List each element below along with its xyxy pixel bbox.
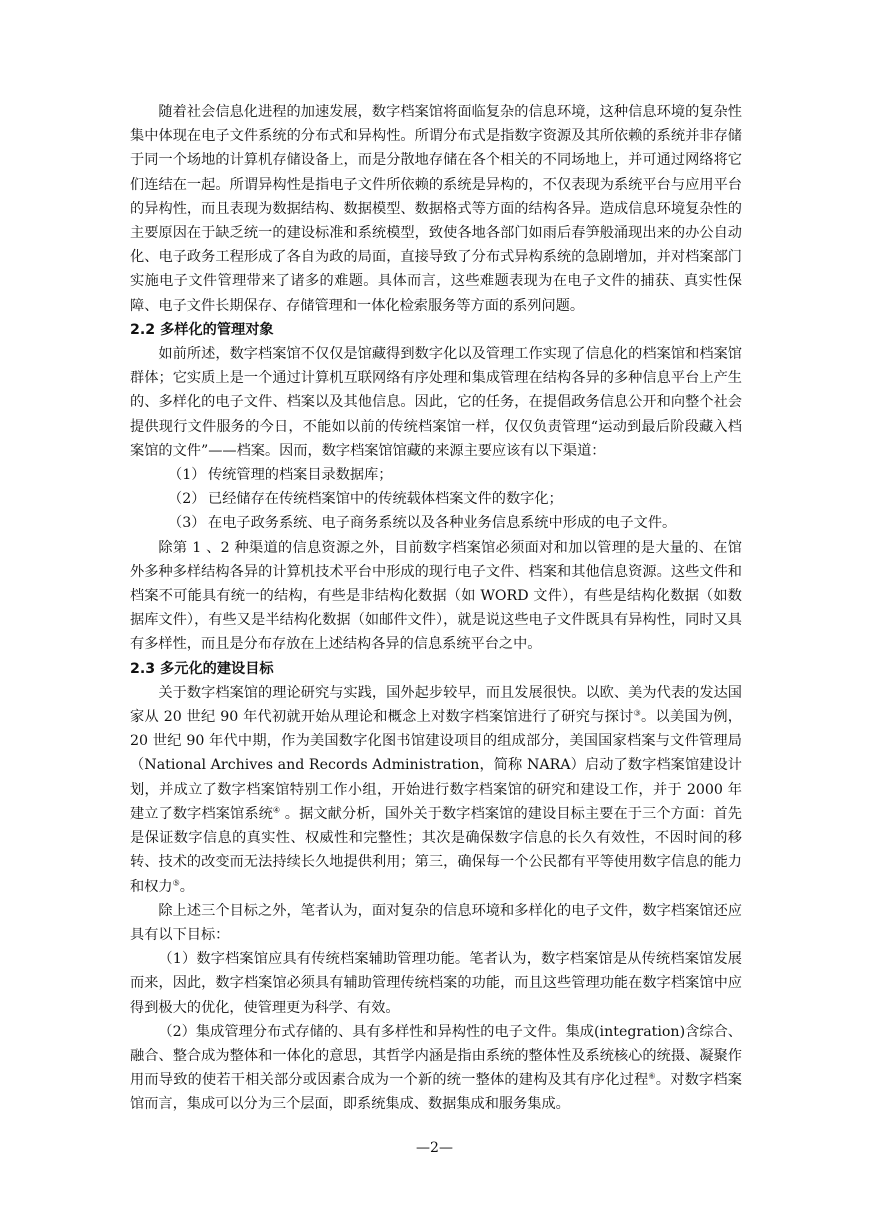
list-item bbox=[130, 487, 742, 511]
list-item-text: 传统管理的档案目录数据库； bbox=[208, 467, 393, 484]
text-segment: （2）集成管理分布式存储的、具有多样性和异构性的电子文件。集成(integration)含综合、融合、整合成为整体和一体化的意思，其哲学内涵是指由系统的整体性及系统核心的统摄、凝聚作用而导致的使若干相关部分或因素合成为一个新的统一整体的建构及其有序化过程 bbox=[130, 1023, 742, 1089]
list-item-number: （2） bbox=[168, 491, 206, 508]
paragraph-intro: 随着社会信息化进程的加速发展，数字档案馆将面临复杂的信息环境，这种信息环境的复杂性集中体现在电子文件系统的分布式和异构性。所谓分布式是指数字资源及其所依赖的系统并非存储于同一个场地的计算机存储设备上，而是分散地存储在各个相关的不同场地上，并可通过网络将它们连结在一起。所谓异构性是指电子文件所依赖的系统是异构的，不仅表现为系统平台与应用平台的异构性，而且表现为数据结构、数据模型、数据格式等方面的结构各异。造成信息环境复杂性的主要原因在于缺乏统一的建设标准和系统模型，致使各地各部门如雨后春笋般涌现出来的办公自动化、电子政务工程形成了各自为政的局面，直接导致了分布式异构系统的急剧增加，并对档案部门实施电子文件管理带来了诸多的难题。具体而言，这些难题表现为在电子文件的捕获、真实性保障、电子文件长期保存、存储管理和一体化检索服务等方面的系列问题。 bbox=[130, 104, 742, 314]
paragraph-channels: 除第 1 、2 种渠道的信息资源之外，目前数字档案馆必须面对和加以管理的是大量的、在馆外多种多样结构各异的计算机技术平台中形成的现行电子文件、档案和其他信息资源。这些文件和档案不可能具有统一的结构，有些是非结构化数据（如 WORD 文件），有些是结构化数据（如数据库文件），有些又是半结构化数据（如邮件文件），就是说这些电子文件既具有异构性，同时又具有多样性，而且是分布存放在上述结构各异的信息系统平台之中。 bbox=[130, 539, 742, 653]
page-number: —2— bbox=[416, 1140, 453, 1156]
document-body bbox=[130, 100, 742, 1117]
list-item-text: 已经储存在传统档案馆中的传统载体档案文件的数字化； bbox=[208, 491, 563, 508]
paragraph-foreign-research bbox=[130, 681, 742, 899]
paragraph-goal-1: （1）数字档案馆应具有传统档案辅助管理功能。笔者认为，数字档案馆是从传统档案馆发展而来，因此，数字档案馆必须具有辅助管理传统档案的功能，而且这些管理功能在数字档案馆中应得到极大的优化，使管理更为科学、有效。 bbox=[130, 951, 742, 1016]
heading-2-3: 2.3 多元化的建设目标 bbox=[130, 660, 274, 677]
text-segment: 关于数字档案馆的理论研究与实践，国外起步较早，而且发展很快。以欧、美为代表的发达国家从 20 世纪 90 年代初就开始从理论和概念上对数字档案馆进行了研究与探讨 bbox=[130, 684, 742, 726]
text-segment: 。以美国为例，20 世纪 90 年代中期，作为美国数字化图书馆建设项目的组成部分，美国国家档案与文件管理局（National Archives and Records Administration，简称 NARA）启动了数字档案馆建设计划，并成立了数字档案馆特别工作小组，开始进行数字档案馆的研究和建设工作，并于 2000 年建立了数字档案馆系统 bbox=[130, 709, 742, 822]
list-item-text: 在电子政务系统、电子商务系统以及各种业务信息系统中形成的电子文件。 bbox=[208, 515, 677, 532]
list-item bbox=[130, 463, 742, 487]
text-segment: 。据文献分析，国外关于数字档案馆的建设目标主要在于三个方面：首先是保证数字信息的真实性、权威性和完整性；其次是确保数字信息的长久有效性，不因时间的移转、技术的改变而无法持续长久地提供利用；第三，确保每一个公民都有平等使用数字信息的能力和权力 bbox=[130, 805, 742, 895]
list-item-number: （1） bbox=[168, 467, 206, 484]
footnote-ref-5: ⑤ bbox=[172, 877, 180, 887]
list-item-number: （3） bbox=[168, 515, 206, 532]
footnote-ref-4: ④ bbox=[272, 805, 281, 815]
paragraph-goal-2 bbox=[130, 1020, 742, 1117]
heading-2-2: 2.2 多样化的管理对象 bbox=[130, 321, 274, 338]
footnote-ref-6: ⑥ bbox=[648, 1071, 656, 1081]
paragraph-author-goals: 除上述三个目标之外，笔者认为，面对复杂的信息环境和多样化的电子文件，数字档案馆还应具有以下目标： bbox=[130, 902, 742, 943]
list-item bbox=[130, 511, 742, 535]
text-segment: 。 bbox=[179, 878, 194, 895]
footnote-ref-3: ③ bbox=[633, 708, 642, 718]
text-segment: 。对数字档案馆而言，集成可以分为三个层面，即系统集成、数据集成和服务集成。 bbox=[130, 1072, 742, 1113]
paragraph-management-objects: 如前所述，数字档案馆不仅仅是馆藏得到数字化以及管理工作实现了信息化的档案馆和档案馆群体；它实质上是一个通过计算机互联网络有序处理和集成管理在结构各异的多种信息平台上产生的、多样化的电子文件、档案以及其他信息。因此，它的任务，在提倡政务信息公开和向整个社会提供现行文件服务的今日，不能如以前的传统档案馆一样，仅仅负责管理“运动到最后阶段藏入档案馆的文件”——档案。因而，数字档案馆馆藏的来源主要应该有以下渠道： bbox=[130, 346, 742, 459]
